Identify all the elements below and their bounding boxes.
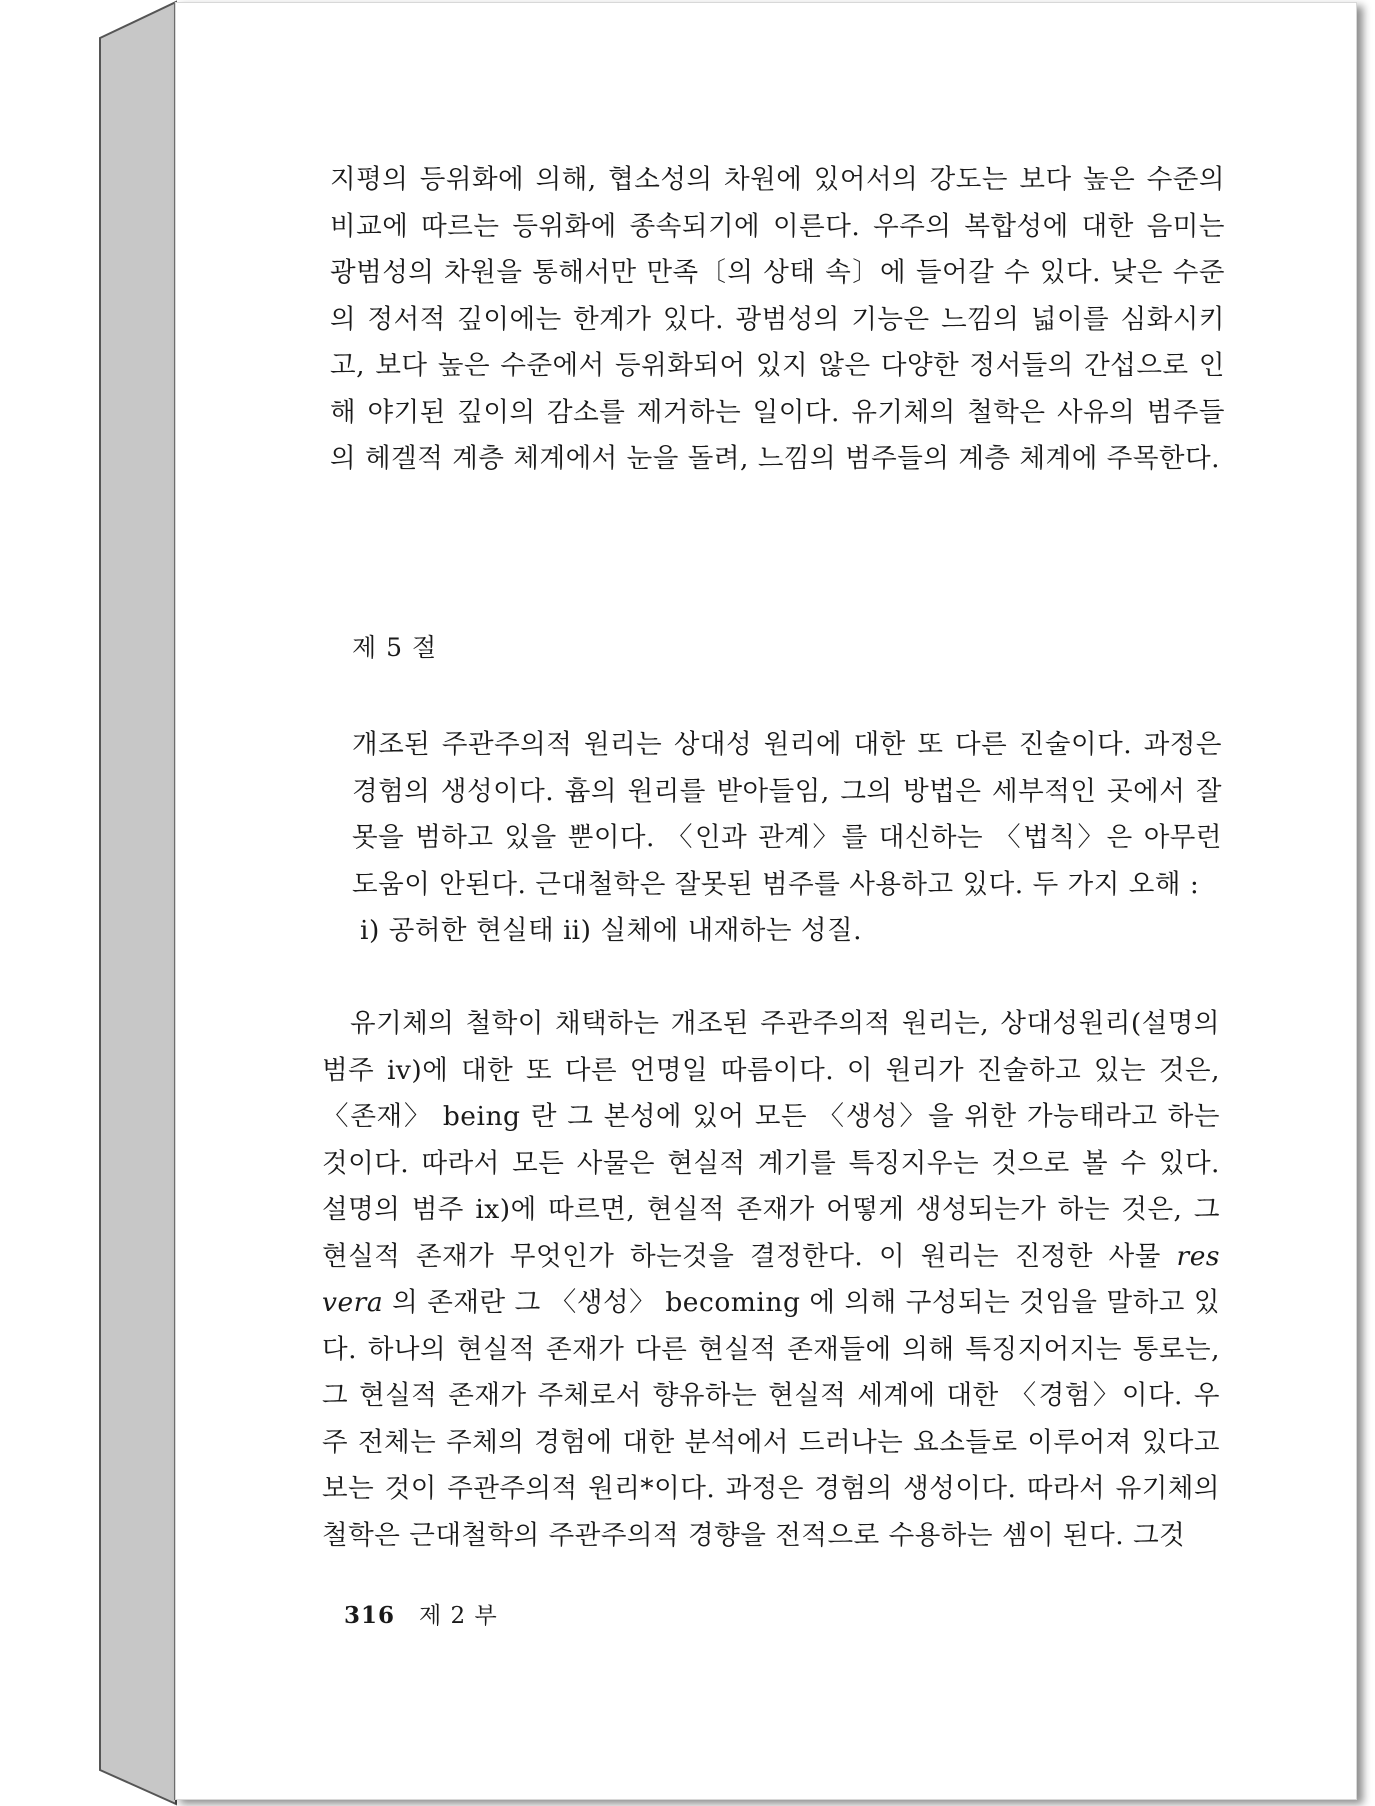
page-number: 316 bbox=[344, 1602, 396, 1629]
body-paragraph-3 bbox=[322, 1001, 1220, 1559]
page-footer bbox=[344, 1597, 498, 1630]
body-paragraph-2 bbox=[352, 722, 1222, 955]
paragraph-text: 지평의 등위화에 의해, 협소성의 차원에 있어서의 강도는 보다 높은 수준의 비교에 따르는 등위화에 종속되기에 이른다. 우주의 복합성에 대한 음미는 광범성의 차원을 통해서만 만족〔의 상태 속〕에 들어갈 수 있다. 낮은 수준의 정서적 깊이에는 한계가 있다. 광범성의 기능은 느낌의 넓이를 심화시키고, 보다 높은 수준에서 등위화되어 있지 않은 다양한 정서들의 간섭으로 인해 야기된 깊이의 감소를 제거하는 일이다. 유기체의 철학은 사유의 범주들의 헤겔적 계층 체계에서 눈을 돌려, 느낌의 범주들의 계층 체계에 주목한다. bbox=[330, 164, 1225, 474]
part-label: 제 2 부 bbox=[419, 1603, 498, 1629]
paragraph-text-part-1: 유기체의 철학이 채택하는 개조된 주관주의적 원리는, 상대성원리(설명의 범주 iv)에 대한 또 다른 언명일 따름이다. 이 원리가 진술하고 있는 것은, 〈존재〉 being 란 그 본성에 있어 모든 〈생성〉을 위한 가능태라고 하는 것이다. 따라서 모든 사물은 현실적 계기를 특징지우는 것으로 볼 수 있다. 설명의 범주 ix)에 따르면, 현실적 존재가 어떻게 생성되는가 하는 것은, 그 현실적 존재가 무엇인가 하는것을 결정한다. 이 원리는 진정한 사물 bbox=[322, 1008, 1220, 1272]
book-spine bbox=[0, 0, 180, 1806]
paragraph-text bbox=[322, 1001, 1220, 1559]
latin-term: res vera bbox=[322, 1240, 1220, 1318]
body-paragraph-1 bbox=[330, 157, 1225, 483]
misconception-list: ⅰ) 공허한 현실태 ⅱ) 실체에 내재하는 성질. bbox=[360, 915, 863, 946]
section-heading: 제 5 절 bbox=[352, 633, 438, 662]
paragraph-text: 개조된 주관주의적 원리는 상대성 원리에 대한 또 다른 진술이다. 과정은 경험의 생성이다. 흄의 원리를 받아들임, 그의 방법은 세부적인 곳에서 잘못을 범하고 있을 뿐이다. 〈인과 관계〉를 대신하는 〈법칙〉은 아무런 도움이 안된다. 근대철학은 잘못된 범주를 사용하고 있다. 두 가지 오해 : bbox=[352, 729, 1222, 900]
paragraph-text-part-2: 의 존재란 그 〈생성〉 becoming 에 의해 구성되는 것임을 말하고 있다. 하나의 현실적 존재가 다른 현실적 존재들에 의해 특징지어지는 통로는, 그 현실적 존재가 주체로서 향유하는 현실적 세계에 대한 〈경험〉이다. 우주 전체는 주체의 경험에 대한 분석에서 드러나는 요소들로 이루어져 있다고 보는 것이 주관주의적 원리*이다. 과정은 경험의 생성이다. 따라서 유기체의 철학은 근대철학의 주관주의적 경향을 전적으로 수용하는 셈이 된다. 그것 bbox=[322, 1287, 1220, 1551]
